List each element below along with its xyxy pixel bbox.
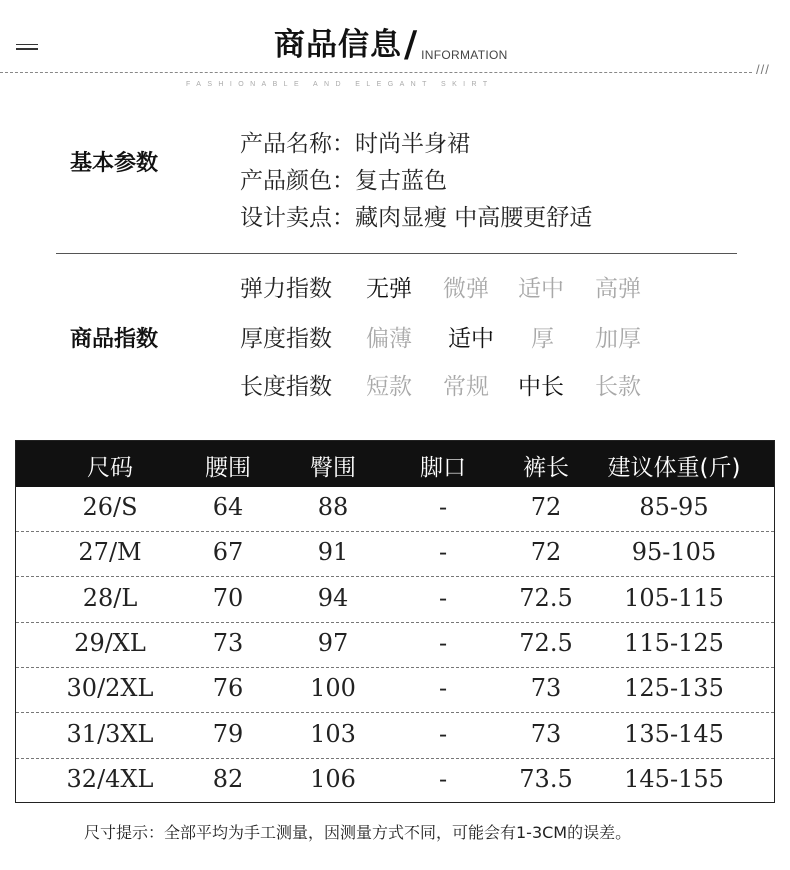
index-option: 适中 (448, 326, 494, 352)
table-cell: 72 (530, 493, 562, 521)
table-cell: 82 (212, 764, 244, 793)
table-row (16, 578, 774, 623)
index-name: 厚度指数 (240, 326, 332, 352)
product-index-label: 商品指数 (70, 327, 159, 352)
index-option: 微弹 (443, 276, 489, 302)
table-cell: - (438, 538, 448, 567)
table-cell: 28/L (82, 583, 138, 612)
table-cell: 94 (317, 583, 349, 612)
table-cell: 72.5 (519, 628, 573, 657)
table-cell: 73 (212, 628, 244, 657)
index-option: 高弹 (595, 276, 641, 302)
table-cell: 79 (212, 719, 244, 748)
index-option: 长款 (595, 374, 641, 400)
section-divider (56, 253, 737, 254)
table-cell: 70 (212, 583, 244, 612)
table-cell: - (438, 674, 448, 703)
table-cell: 95-105 (631, 538, 717, 567)
title-subtitle: INFORMATION (421, 48, 508, 62)
index-option: 无弹 (366, 276, 412, 302)
table-cell: 85-95 (639, 493, 709, 521)
table-cell: 72.5 (519, 583, 573, 612)
index-name: 长度指数 (240, 374, 332, 400)
table-header-cell: 腰围 (205, 455, 251, 481)
param-row-color: 产品颜色：复古蓝色 (240, 168, 447, 194)
index-option: 适中 (518, 276, 564, 302)
table-cell: - (438, 628, 448, 657)
table-cell: 72 (530, 538, 562, 567)
index-option: 常规 (443, 374, 489, 400)
size-footnote: 尺寸提示：全部平均为手工测量，因测量方式不同，可能会有1-3CM的误差。 (84, 823, 632, 842)
table-header-cell: 尺码 (87, 455, 133, 481)
index-option: 厚 (531, 326, 554, 352)
table-cell: - (438, 583, 448, 612)
table-row (16, 759, 774, 804)
table-cell: 125-135 (624, 674, 724, 703)
title-slash: / (404, 24, 418, 65)
table-cell: 32/4XL (66, 764, 154, 793)
table-cell: 30/2XL (66, 674, 154, 703)
table-cell: 88 (317, 493, 349, 521)
page-title (274, 24, 508, 66)
index-option: 加厚 (595, 326, 641, 352)
table-cell: 115-125 (624, 628, 724, 657)
table-row (16, 623, 774, 668)
table-cell: 64 (212, 493, 244, 521)
table-cell: 76 (212, 674, 244, 703)
param-row-feature: 设计卖点：藏肉显瘦 中高腰更舒适 (240, 205, 593, 231)
table-header-cell: 臀围 (310, 455, 356, 481)
menu-icon[interactable] (16, 44, 38, 54)
table-cell: 103 (310, 719, 356, 748)
size-table (15, 440, 775, 803)
index-option: 短款 (366, 374, 412, 400)
table-row (16, 532, 774, 577)
table-cell: 26/S (82, 493, 138, 521)
index-name: 弹力指数 (240, 276, 332, 302)
table-header (16, 441, 774, 487)
table-cell: 91 (317, 538, 349, 567)
table-cell: 106 (310, 764, 356, 793)
index-option: 偏薄 (366, 326, 412, 352)
table-row (16, 487, 774, 532)
title-main: 商品信息 (274, 27, 402, 63)
table-cell: 67 (212, 538, 244, 567)
table-row (16, 668, 774, 713)
table-cell: - (438, 764, 448, 793)
table-header-cell: 裤长 (523, 455, 569, 481)
table-cell: - (438, 493, 448, 521)
table-row (16, 714, 774, 759)
table-cell: 105-115 (624, 583, 724, 612)
param-row-name: 产品名称：时尚半身裙 (240, 131, 470, 157)
basic-params-label: 基本参数 (70, 151, 159, 176)
table-cell: 29/XL (74, 628, 146, 657)
header-slashes: /// (756, 62, 770, 77)
table-header-cell: 建议体重(斤) (607, 455, 741, 481)
index-option: 中长 (518, 374, 564, 400)
tagline: FASHIONABLE AND ELEGANT SKIRT (186, 81, 494, 88)
table-cell: 100 (310, 674, 356, 703)
table-cell: 31/3XL (66, 719, 154, 748)
table-header-cell: 脚口 (420, 455, 466, 481)
table-cell: 145-155 (624, 764, 724, 793)
table-cell: 73.5 (519, 764, 573, 793)
header-divider (0, 72, 752, 73)
table-cell: 73 (530, 674, 562, 703)
table-cell: 27/M (78, 538, 142, 567)
table-cell: 97 (317, 628, 349, 657)
table-cell: 73 (530, 719, 562, 748)
table-cell: - (438, 719, 448, 748)
table-cell: 135-145 (624, 719, 724, 748)
